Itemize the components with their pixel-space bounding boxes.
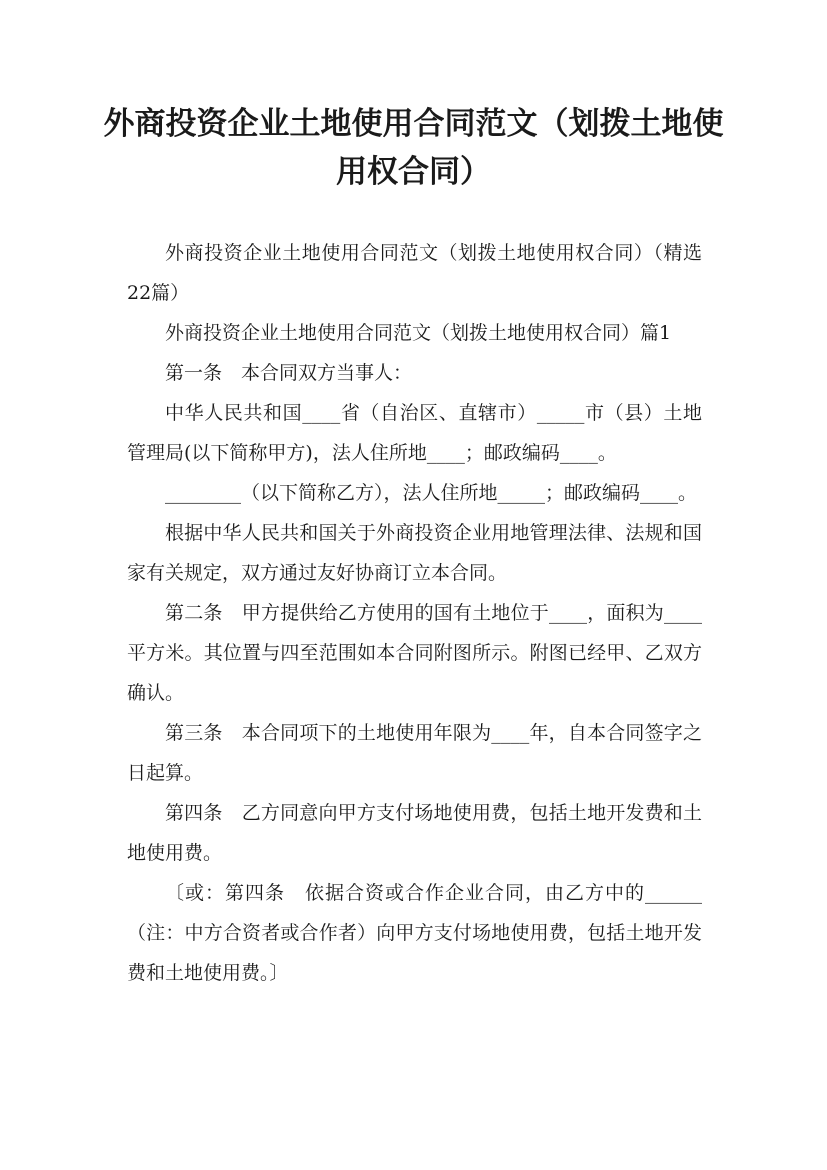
paragraph: 外商投资企业土地使用合同范文（划拨土地使用权合同）篇1 — [165, 322, 672, 344]
paragraph: 〔或：第四条 依据合资或合作企业合同，由乙方中的______（注：中方合资者或合作者）向甲方支付场地使用费，包括土地开发费和土地使用费。〕 — [127, 882, 702, 984]
paragraph: 中华人民共和国____省（自治区、直辖市）_____市（县）土地管理局(以下简称甲方)，法人住所地____；邮政编码____。 — [127, 402, 702, 464]
paragraph: 第一条 本合同双方当事人： — [165, 362, 413, 384]
document-body — [127, 233, 702, 993]
document-title: 外商投资企业土地使用合同范文（划拨土地使用权合同） — [103, 106, 724, 190]
paragraph: 第四条 乙方同意向甲方支付场地使用费，包括土地开发费和土地使用费。 — [127, 802, 702, 864]
paragraph: 根据中华人民共和国关于外商投资企业用地管理法律、法规和国家有关规定，双方通过友好协商订立本合同。 — [127, 522, 702, 584]
paragraph: 外商投资企业土地使用合同范文（划拨土地使用权合同）（精选22篇） — [127, 242, 702, 304]
paragraph: 第三条 本合同项下的土地使用年限为____年，自本合同签字之日起算。 — [127, 722, 702, 784]
paragraph: 第二条 甲方提供给乙方使用的国有土地位于____，面积为____平方米。其位置与四至范围如本合同附图所示。附图已经甲、乙双方确认。 — [127, 602, 702, 704]
paragraph: ________（以下简称乙方），法人住所地_____；邮政编码____。 — [165, 482, 698, 504]
